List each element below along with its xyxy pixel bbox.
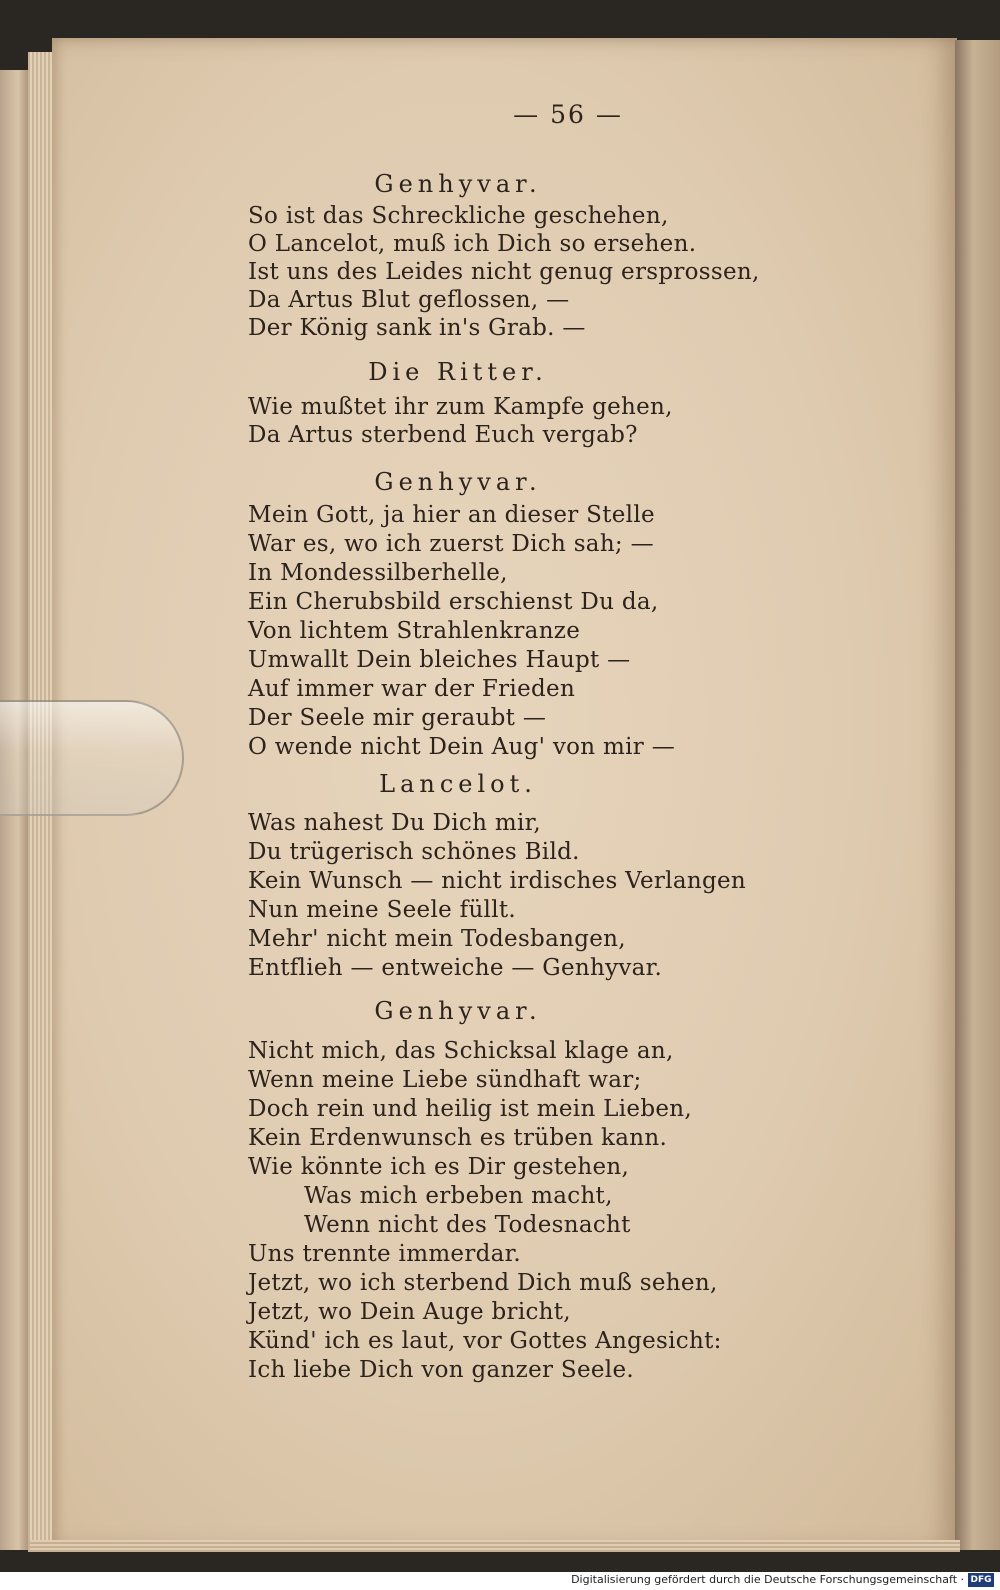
verse-line: In Mondessilberhelle, [248,560,508,586]
footer-credit: Digitalisierung gefördert durch die Deutsche Forschungsgemeinschaft · [571,1573,964,1586]
speaker-heading: Genhyvar. [374,468,542,496]
speaker-heading: Lancelot. [379,770,537,798]
book-right-edge [955,40,1000,1550]
verse-line: Uns trennte immerdar. [248,1241,522,1267]
verse-line: Wie mußtet ihr zum Kampfe gehen, [248,394,673,420]
verse-line: War es, wo ich zuerst Dich sah; — [248,531,654,557]
verse-line: Jetzt, wo ich sterbend Dich muß sehen, [248,1270,718,1296]
speaker-heading: Genhyvar. [374,997,542,1025]
verse-line: Du trügerisch schönes Bild. [248,839,580,865]
verse-line: Was mich erbeben macht, [304,1183,613,1209]
verse-line: Auf immer war der Frieden [248,676,576,702]
verse-line: Umwallt Dein bleiches Haupt — [248,647,631,673]
verse-line: Entflieh — entweiche — Genhyvar. [248,955,663,981]
page-number: — 56 — [513,100,623,129]
verse-line: Künd' ich es laut, vor Gottes Angesicht: [248,1328,722,1354]
verse-line: Kein Wunsch — nicht irdisches Verlangen [248,868,747,894]
verse-line: Nicht mich, das Schicksal klage an, [248,1038,674,1064]
verse-line: Der Seele mir geraubt — [248,705,547,731]
verse-line: Nun meine Seele füllt. [248,897,517,923]
verse-line: Was nahest Du Dich mir, [248,810,541,836]
verse-line: Kein Erdenwunsch es trüben kann. [248,1125,668,1151]
dfg-logo[interactable]: DFG [968,1573,994,1587]
verse-line: Ein Cherubsbild erschienst Du da, [248,589,659,615]
verse-line: Doch rein und heilig ist mein Lieben, [248,1096,692,1122]
speaker-heading: Die Ritter. [368,358,548,386]
verse-line: O Lancelot, muß ich Dich so ersehen. [248,231,697,257]
verse-line: Jetzt, wo Dein Auge bricht, [248,1299,571,1325]
verse-line: Da Artus sterbend Euch vergab? [248,422,638,448]
speaker-heading: Genhyvar. [374,170,542,198]
verse-line: O wende nicht Dein Aug' von mir — [248,734,675,760]
book-bottom-edge [30,1540,960,1552]
verse-line: Wie könnte ich es Dir gestehen, [248,1154,630,1180]
plastic-clip [0,700,184,816]
verse-line: So ist das Schreckliche geschehen, [248,203,669,229]
verse-line: Der König sank in's Grab. — [248,315,586,341]
verse-line: Ich liebe Dich von ganzer Seele. [248,1357,634,1383]
verse-line: Mein Gott, ja hier an dieser Stelle [248,502,655,528]
verse-line: Wenn meine Liebe sündhaft war; [248,1067,642,1093]
verse-line: Mehr' nicht mein Todesbangen, [248,926,626,952]
verse-line: Da Artus Blut geflossen, — [248,287,570,313]
verse-line: Wenn nicht des Todesnacht [304,1212,631,1238]
verse-line: Von lichtem Strahlenkranze [248,618,581,644]
verse-line: Ist uns des Leides nicht genug ersprossen, [248,259,760,285]
